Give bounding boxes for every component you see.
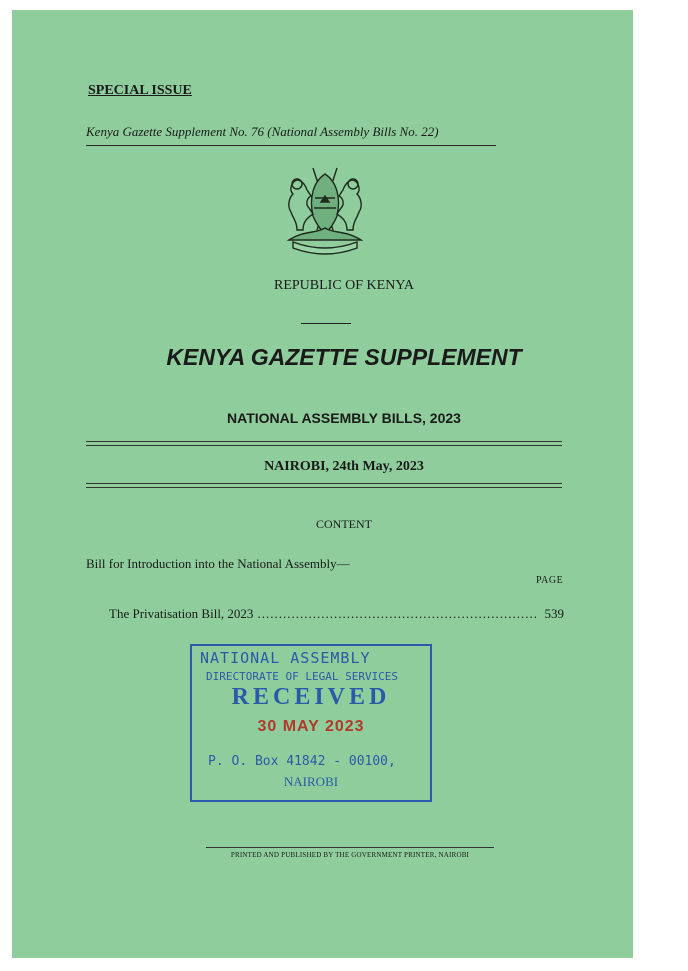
stamp-line-assembly: NATIONAL ASSEMBLY [200,649,371,667]
gazette-subtitle: NATIONAL ASSEMBLY BILLS, 2023 [227,410,461,426]
content-heading: CONTENT [316,517,372,531]
stamp-line-directorate: DIRECTORATE OF LEGAL SERVICES [206,670,399,683]
toc-entry-title: The Privatisation Bill, 2023 [109,606,254,621]
content-intro: Bill for Introduction into the National Assembly— [86,556,350,571]
divider [86,145,496,146]
double-divider [86,441,562,446]
kenya-coat-of-arms-icon [275,160,375,256]
supplement-number: Kenya Gazette Supplement No. 76 (National Assembly Bills No. 22) [86,124,439,139]
toc-entry-page: 539 [544,606,564,621]
gazette-title: KENYA GAZETTE SUPPLEMENT [166,344,522,370]
special-issue-label: SPECIAL ISSUE [88,83,192,98]
divider [206,847,494,848]
dateline: NAIROBI, 24th May, 2023 [264,459,424,474]
double-divider [86,483,562,488]
republic-heading: REPUBLIC OF KENYA [273,278,414,293]
divider [301,323,351,324]
toc-entry [109,606,564,624]
page-column-header: PAGE [536,575,564,586]
stamp-address: P. O. Box 41842 - 00100, [208,754,396,769]
dot-leader [257,606,536,622]
stamp-received: RECEIVED [231,684,391,710]
received-stamp [190,644,432,802]
stamp-date: 30 MAY 2023 [257,718,365,735]
stamp-city: NAIROBI [283,774,339,789]
printer-imprint: PRINTED AND PUBLISHED BY THE GOVERNMENT PRINTER, NAIROBI [230,851,470,859]
